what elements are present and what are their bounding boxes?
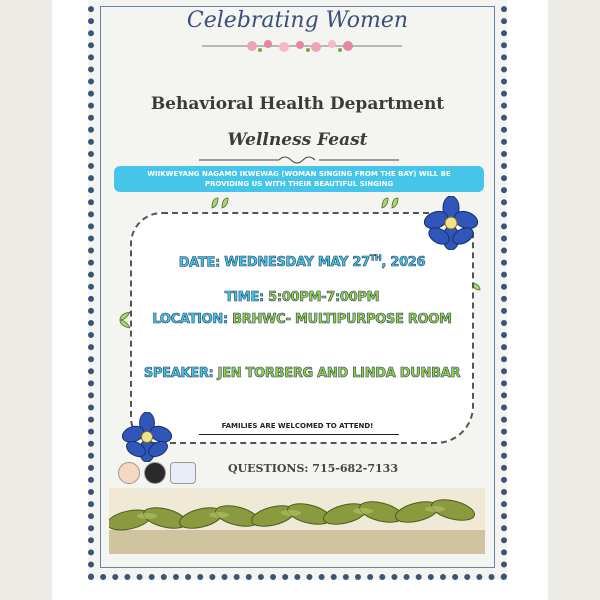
questions-phone: QUESTIONS: 715-682-7133 [228, 462, 398, 475]
singers-banner [114, 166, 484, 192]
blue-flower-icon [122, 412, 172, 462]
flower-garland-icon [202, 38, 402, 54]
date-label: DATE: [178, 255, 220, 271]
speaker-value: JEN TORBERG AND LINDA DUNBAR [217, 366, 461, 381]
speaker-line [132, 366, 472, 381]
logo-icon [118, 462, 140, 484]
background-left [0, 0, 52, 600]
event-flyer [88, 0, 507, 580]
banner-line-1: WIIKWEYANG NAGAMO IKWEWAG (WOMAN SINGING FROM THE BAY) WILL BE [147, 170, 451, 178]
event-title: Wellness Feast [227, 130, 368, 150]
ornament-divider-icon [199, 154, 399, 166]
logo-icon [170, 462, 196, 484]
logo-icon [144, 462, 166, 484]
department-title: Behavioral Health Department [150, 94, 445, 114]
families-note: FAMILIES ARE WELCOMED TO ATTEND! [221, 422, 374, 430]
location-line [132, 312, 472, 327]
time-value: 5:00PM-7:00PM [268, 290, 380, 305]
location-value: BRHWC- MULTIPURPOSE ROOM [232, 312, 452, 327]
time-label: TIME: [224, 290, 264, 305]
date-line [132, 254, 472, 270]
families-underline [199, 434, 399, 435]
date-value: WEDNESDAY MAY 27TH, 2026 [224, 254, 426, 271]
location-label: LOCATION: [152, 312, 228, 327]
background-right [548, 0, 600, 600]
script-title: Celebrating Women [186, 8, 409, 33]
time-line [132, 290, 472, 305]
sweetgrass-braid-image [109, 488, 485, 554]
details-panel [130, 212, 474, 444]
banner-line-2: PROVIDING US WITH THEIR BEAUTIFUL SINGING [204, 180, 394, 188]
leaf-icon [210, 196, 230, 210]
speaker-label: SPEAKER: [143, 366, 214, 381]
leaf-icon [380, 196, 400, 210]
blue-flower-icon [424, 196, 478, 250]
